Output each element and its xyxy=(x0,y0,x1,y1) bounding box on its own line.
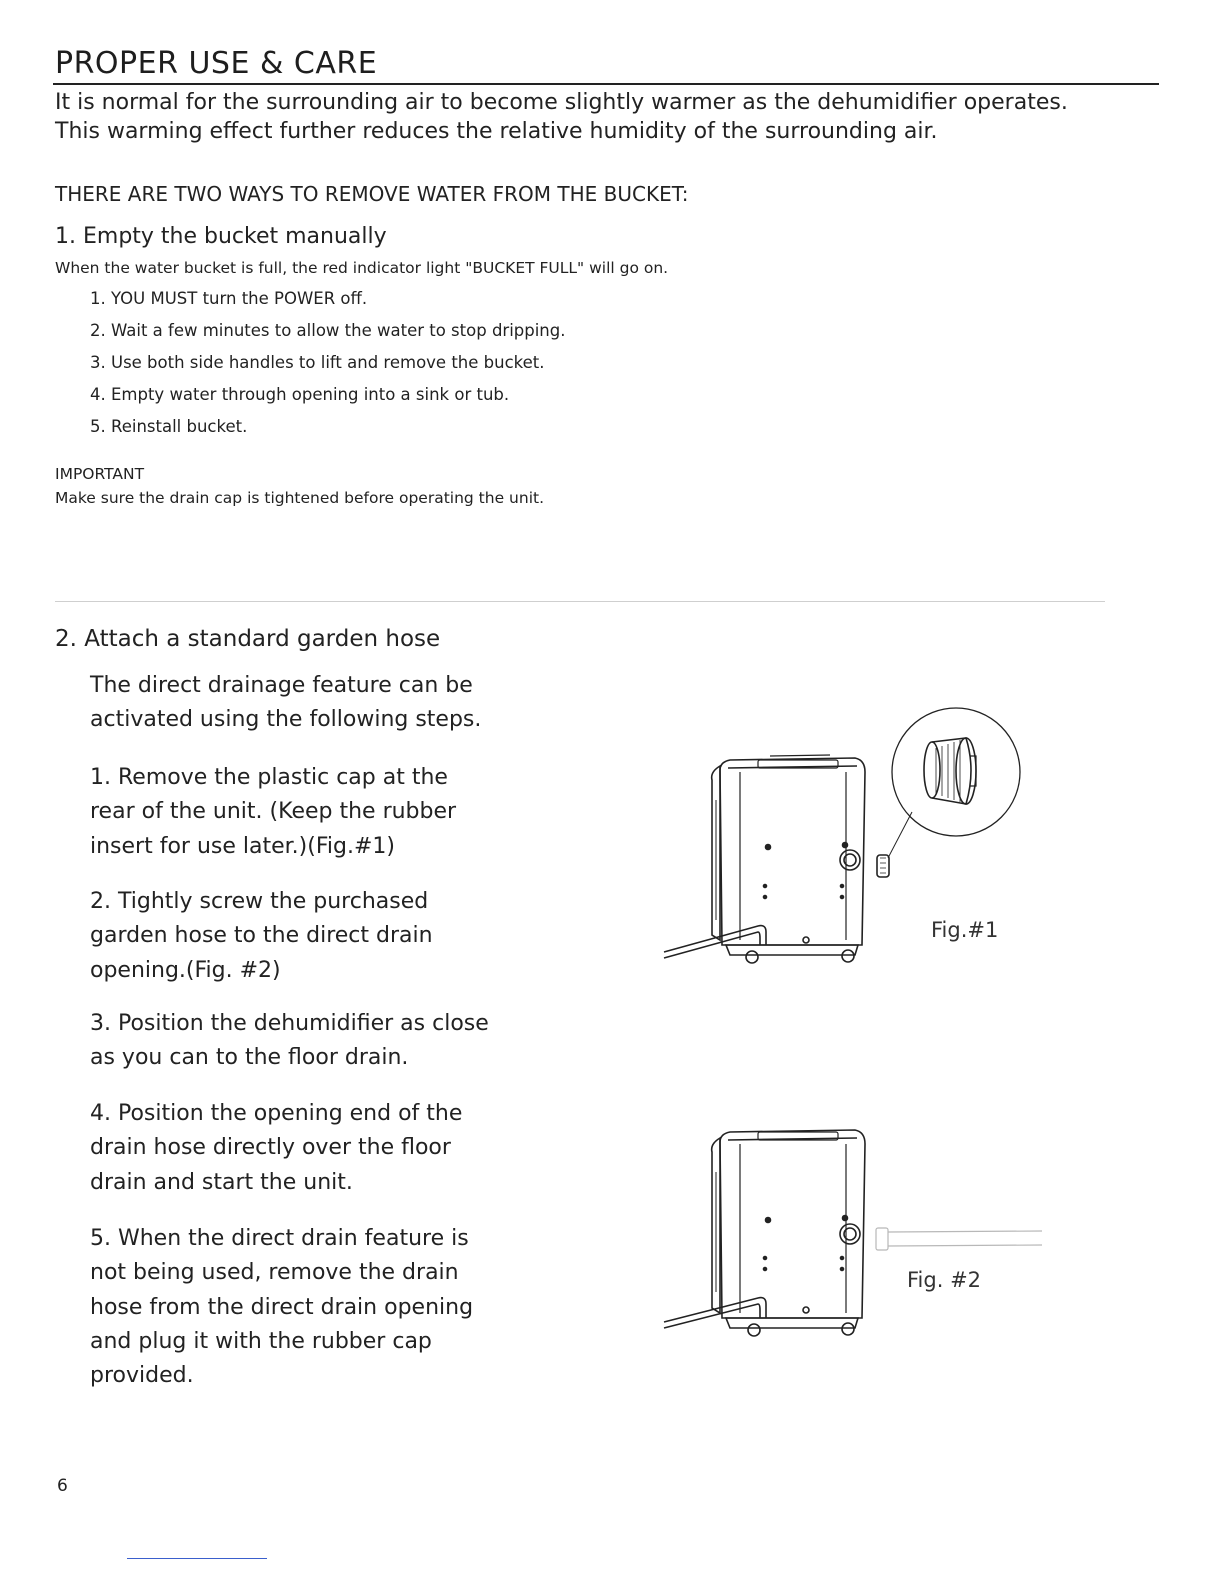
title-divider xyxy=(53,83,1159,85)
figure-2-label: Fig. #2 xyxy=(907,1268,982,1292)
step-line: 2. Tightly screw the purchased xyxy=(90,889,429,914)
important-label: IMPORTANT xyxy=(55,465,145,483)
step-line: not being used, remove the drain xyxy=(90,1260,459,1286)
footer-rule xyxy=(127,1558,267,1559)
important-text: Make sure the drain cap is tightened before operating the unit. xyxy=(55,489,544,507)
method1-step-3: 3. Use both side handles to lift and remove the bucket. xyxy=(90,353,545,372)
step-line: drain hose directly over the floor xyxy=(90,1135,451,1161)
method2-step-1 xyxy=(90,761,456,864)
step-line: drain and start the unit. xyxy=(90,1169,353,1195)
method2-intro-line: The direct drainage feature can be xyxy=(90,673,473,698)
method1-step-4: 4. Empty water through opening into a sink or tub. xyxy=(90,385,510,404)
figure-2-illustration xyxy=(650,1120,1050,1350)
page-number: 6 xyxy=(57,1476,68,1496)
step-line: opening.(Fig. #2) xyxy=(90,957,281,983)
method2-step-4 xyxy=(90,1097,462,1200)
method2-step-5 xyxy=(90,1222,473,1393)
method1-description: When the water bucket is full, the red indicator light "BUCKET FULL" will go on. xyxy=(55,259,669,277)
method1-step-5: 5. Reinstall bucket. xyxy=(90,417,248,436)
method2-heading: 2. Attach a standard garden hose xyxy=(55,626,441,652)
method2-step-2 xyxy=(90,885,433,988)
method2-step-3 xyxy=(90,1007,489,1076)
method1-heading: 1. Empty the bucket manually xyxy=(55,224,387,249)
step-line: provided. xyxy=(90,1363,194,1389)
page-title: PROPER USE & CARE xyxy=(55,46,378,81)
step-line: 5. When the direct drain feature is xyxy=(90,1226,469,1251)
ways-heading: THERE ARE TWO WAYS TO REMOVE WATER FROM THE BUCKET: xyxy=(55,182,689,206)
step-line: garden hose to the direct drain xyxy=(90,923,433,949)
method2-intro-line: activated using the following steps. xyxy=(90,707,482,733)
step-line: insert for use later.)(Fig.#1) xyxy=(90,833,395,859)
step-line: and plug it with the rubber cap xyxy=(90,1328,432,1354)
step-line: as you can to the floor drain. xyxy=(90,1045,409,1071)
method2-intro xyxy=(90,669,481,738)
figure-1-label: Fig.#1 xyxy=(931,918,999,942)
step-line: rear of the unit. (Keep the rubber xyxy=(90,799,457,825)
step-line: hose from the direct drain opening xyxy=(90,1294,474,1320)
intro-line-2: This warming effect further reduces the relative humidity of the surrounding air. xyxy=(55,119,938,144)
intro-line-1: It is normal for the surrounding air to become slightly warmer as the dehumidifier operates. xyxy=(55,90,1068,115)
step-line: 4. Position the opening end of the xyxy=(90,1101,463,1126)
method1-step-1: 1. YOU MUST turn the POWER off. xyxy=(90,289,368,308)
step-line: 1. Remove the plastic cap at the xyxy=(90,765,448,790)
step-line: 3. Position the dehumidifier as close xyxy=(90,1011,489,1036)
section-divider xyxy=(55,601,1105,602)
method1-step-2: 2. Wait a few minutes to allow the water to stop dripping. xyxy=(90,321,566,340)
